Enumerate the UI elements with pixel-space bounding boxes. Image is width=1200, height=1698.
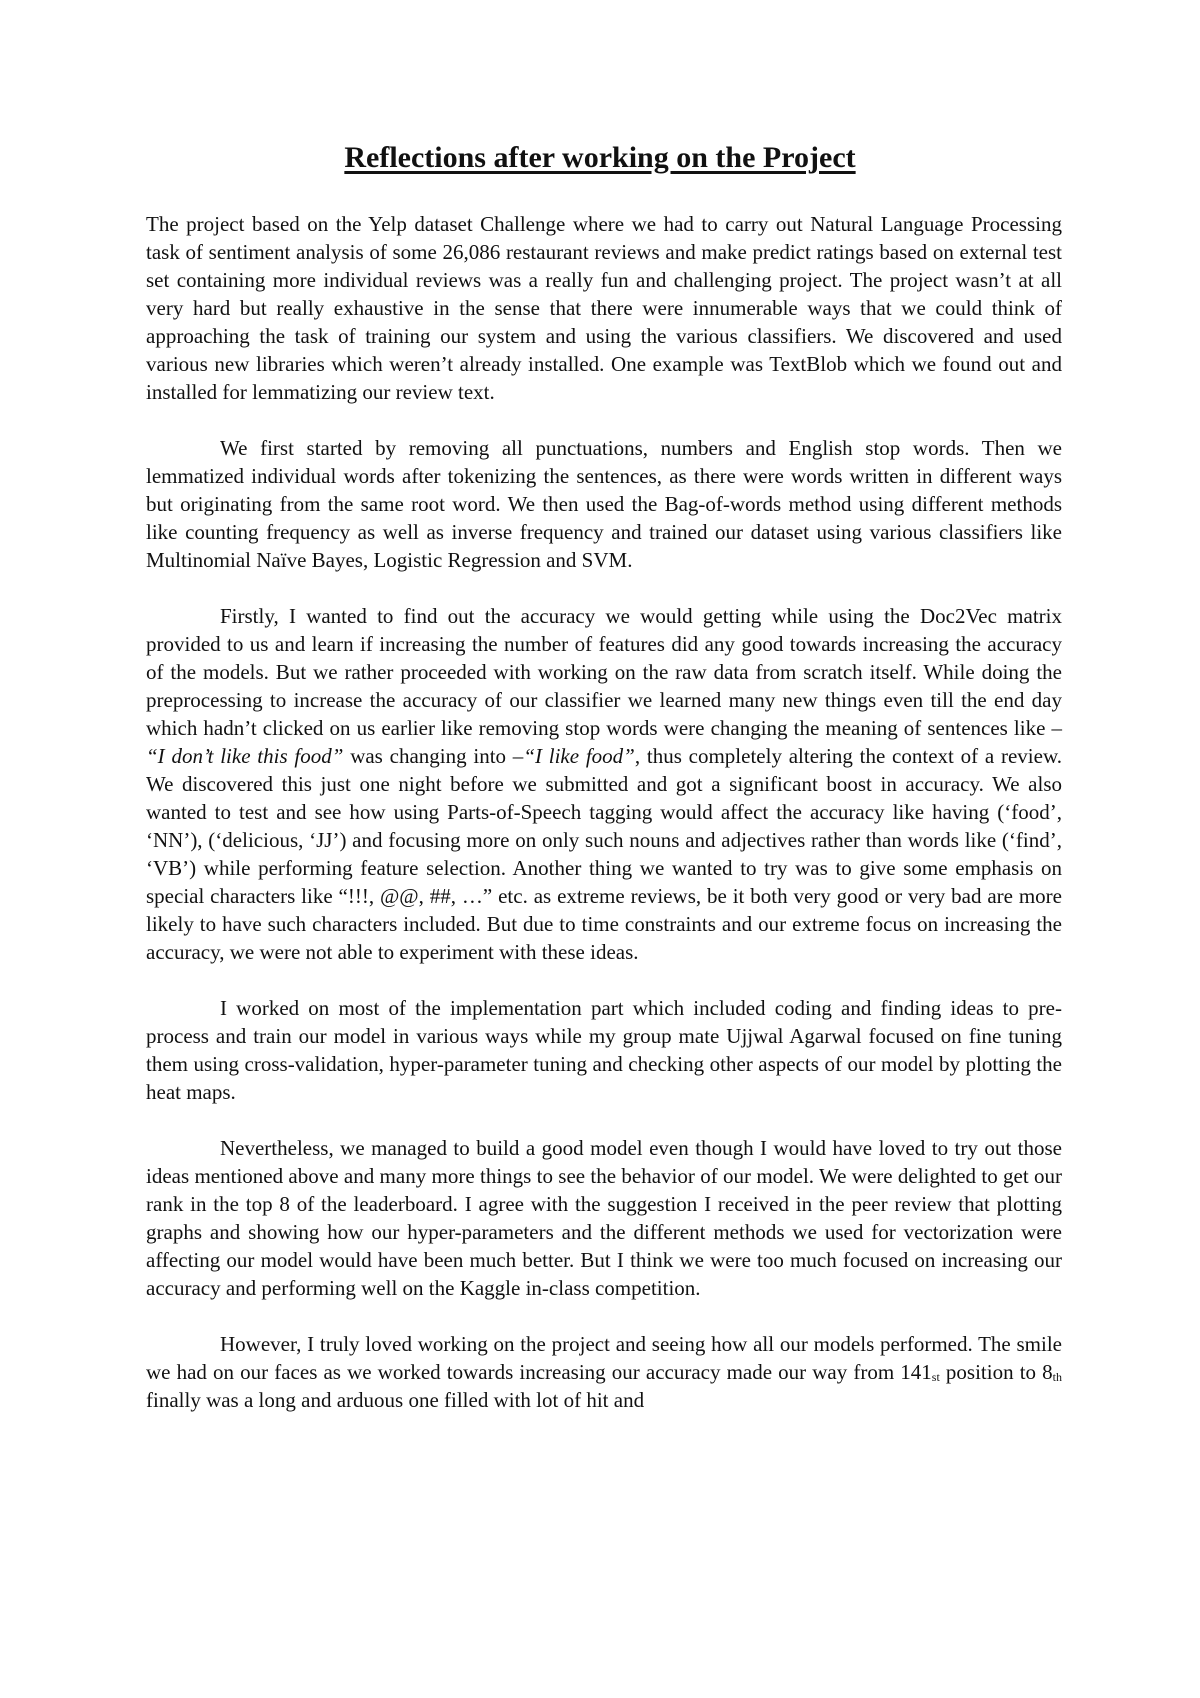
paragraph-6-text-a: However, I truly loved working on the project and seeing how all our models performed. The smile we had on our faces as we worked towards increasing our accuracy made our way from 141	[146, 1332, 1062, 1384]
ordinal-suffix-th: th	[1052, 1370, 1062, 1384]
paragraph-4: I worked on most of the implementation part which included coding and finding ideas to pre-process and train our model in various ways while my group mate Ujjwal Agarwal focused on fine tuning them using cross-validation, hyper-parameter tuning and checking other aspects of our model by plotting the heat maps.	[146, 996, 1062, 1104]
paragraph-1: The project based on the Yelp dataset Challenge where we had to carry out Natural Language Processing task of sentiment analysis of some 26,086 restaurant reviews and make predict ratings based on external test set containing more individual reviews was a really fun and challenging project. The project wasn’t at all very hard but really exhaustive in the sense that there were innumerable ways that we could think of approaching the task of training our system and using the various classifiers. We discovered and used various new libraries which weren’t already installed. One example was TextBlob which we found out and installed for lemmatizing our review text.	[146, 212, 1062, 404]
paragraph-3	[146, 602, 1062, 966]
paragraph-5: Nevertheless, we managed to build a good model even though I would have loved to try out those ideas mentioned above and many more things to see the behavior of our model. We were delighted to get our rank in the top 8 of the leaderboard. I agree with the suggestion I received in the peer review that plotting graphs and showing how our hyper-parameters and the different methods we used for vectorization were affecting our model would have been much better. But I think we were too much focused on increasing our accuracy and performing well on the Kaggle in-class competition.	[146, 1136, 1062, 1300]
document-body	[146, 210, 1062, 1442]
quote-like-food: “I like food”	[523, 744, 635, 768]
paragraph-3-text-c: , thus completely altering the context of a review. We discovered this just one night before we submitted and got a significant boost in accuracy. We also wanted to test and see how using Parts-of-Speech tagging would affect the accuracy like having (‘food’, ‘NN’), (‘delicious, ‘JJ’) and focusing more on only such nouns and adjectives rather than words like (‘find’, ‘VB’) while performing feature selection. Another thing we wanted to try was to give some emphasis on special characters like “!!!, @@, ##, …” etc. as extreme reviews, be it both very good or very bad are more likely to have such characters included. But due to time constraints and our extreme focus on increasing the accuracy, we were not able to experiment with these ideas.	[146, 744, 1063, 964]
quote-dont-like-food: “I don’t like this food”	[146, 744, 344, 768]
paragraph-3-text-b: was changing into –	[343, 744, 524, 768]
paragraph-6	[146, 1330, 1062, 1414]
paragraph-6-text-b: position to 8	[939, 1360, 1053, 1384]
paragraph-3-text-a: Firstly, I wanted to find out the accuracy we would getting while using the Doc2Vec matrix provided to us and learn if increasing the number of features did any good towards increasing the accuracy of the models. But we rather proceeded with working on the raw data from scratch itself. While doing the preprocessing to increase the accuracy of our classifier we learned many new things even till the end day which hadn’t clicked on us earlier like removing stop words were changing the meaning of sentences like –	[146, 604, 1062, 740]
ordinal-suffix-st: st	[931, 1370, 940, 1384]
paragraph-6-text-c: finally was a long and arduous one filled with lot of hit and	[146, 1388, 645, 1412]
document-title: Reflections after working on the Project	[344, 141, 856, 174]
paragraph-2: We first started by removing all punctuations, numbers and English stop words. Then we lemmatized individual words after tokenizing the sentences, as there were words written in different ways but originating from the same root word. We then used the Bag-of-words method using different methods like counting frequency as well as inverse frequency and trained our dataset using various classifiers like Multinomial Naïve Bayes, Logistic Regression and SVM.	[146, 436, 1062, 572]
